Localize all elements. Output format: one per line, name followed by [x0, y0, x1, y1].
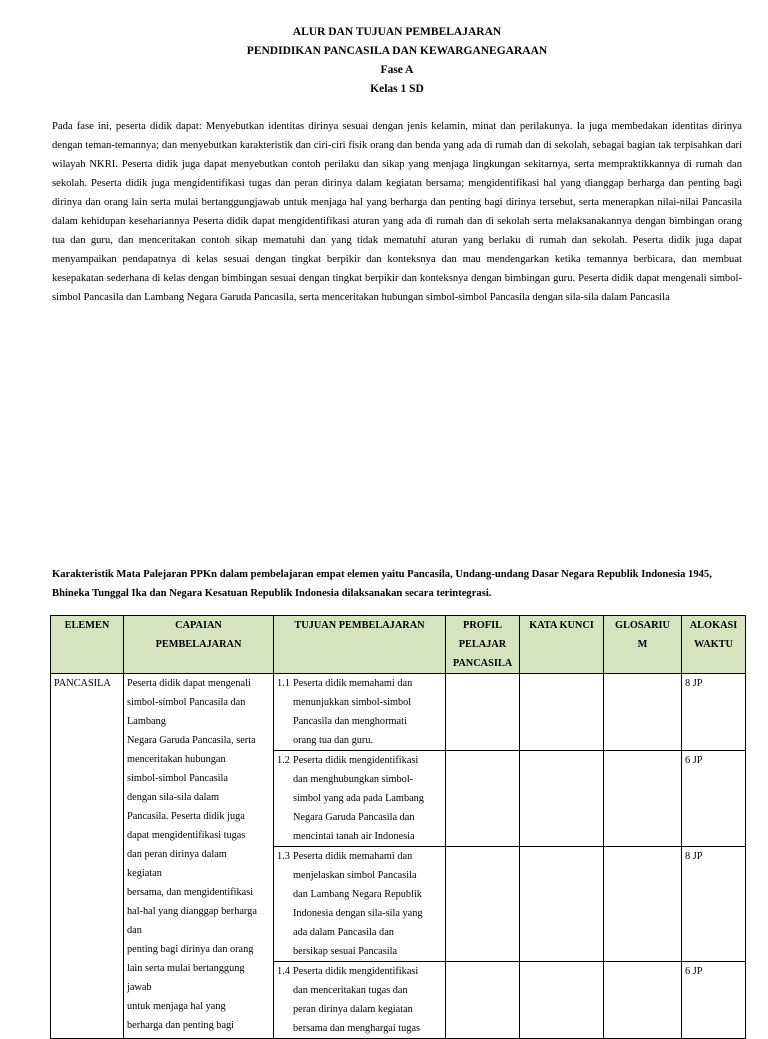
- karakteristik-paragraph: [52, 565, 742, 603]
- title-line-2: PENDIDIKAN PANCASILA DAN KEWARGANEGARAAN: [246, 45, 548, 57]
- alokasi-cell: 6 JP: [682, 962, 746, 1039]
- tujuan-cell-1-3: 1.3 Peserta didik memahami dan menjelaskan simbol Pancasila dan Lambang Negara Republik Indonesia dengan sila-sila yang ada dalam Pancasila dan bersikap sesuai Pancasila: [274, 847, 446, 962]
- kata-kunci-cell: [520, 962, 604, 1039]
- kata-kunci-cell: [520, 847, 604, 962]
- alokasi-cell: 6 JP: [682, 751, 746, 847]
- karakteristik-line-2: Bhineka Tunggal Ika dan Negara Kesatuan Republik Indonesia dilaksanakan secara terintegrasi.: [52, 588, 492, 599]
- table-row: [51, 674, 746, 751]
- glosarium-cell: [604, 674, 682, 751]
- intro-paragraph: Pada fase ini, peserta didik dapat: Menyebutkan identitas dirinya sesuai dengan jenis kelamin, minat dan perilakunya. Ia juga membedakan identitas dirinya dengan teman-temannya; dan menyebutkan karakteristik dan ciri-ciri fisik orang dan benda yang ada di rumah dan di sekolah, sebagai bagian tak terpisahkan dari wilayah NKRI. Peserta didik juga dapat menyebutkan contoh perilaku dan sikap yang menjaga lingkungan sekitarnya, serta mempraktikkannya di rumah dan sekolah. Peserta didik juga mengidentifikasi tugas dan peran dirinya dalam kegiatan bersama; mengidentifikasi hal yang dianggap berharga dan penting bagi dirinya dan orang lain serta mulai bertanggungjawab untuk menjaga hal yang berharga dan penting bagi dirinya tersebut, serta menerapkan nilai-nilai Pancasila dalam kehidupan kesehariannya Peserta didik dapat mengidentifikasi aturan yang ada di rumah dan di sekolah serta melaksanakannya dengan bimbingan orang tua dan guru, dan menceritakan contoh sikap mematuhi dan yang tidak mematuhi aturan yang berlaku di rumah dan sekolah. Peserta didik juga dapat menyampaikan pendapatnya di kelas sesuai dengan tingkat berpikir dan konteksnya dan mau mendengarkan ketika temannya berbicara, dan membuat kesepakatan sederhana di kelas dengan bimbingan sesuai dengan tingkat berpikir dan konteksnya dengan bimbingan guru. Peserta didik dapat mengenali simbol-simbol Pancasila dan Lambang Negara Garuda Pancasila, serta menceritakan hubungan simbol-simbol Pancasila dengan sila-sila dalam Pancasila: [52, 121, 742, 303]
- glosarium-cell: [604, 847, 682, 962]
- header-capaian: CAPAIAN PEMBELAJARAN: [124, 616, 274, 674]
- header-kata-kunci: KATA KUNCI: [520, 616, 604, 674]
- capaian-cell: Peserta didik dapat mengenali simbol-simbol Pancasila dan Lambang Negara Garuda Pancasila, serta menceritakan hubungan simbol-simbol Pancasila dengan sila-sila dalam Pancasila. Peserta didik juga dapat mengidentifikasi tugas dan peran dirinya dalam kegiatan bersama, dan mengidentifikasi hal-hal yang dianggap berharga dan penting bagi dirinya dan orang lain serta mulai bertanggung jawab untuk menjaga hal yang berharga dan penting bagi: [124, 674, 274, 1039]
- fase-label: Fase A: [380, 64, 414, 76]
- header-tujuan: TUJUAN PEMBELAJARAN: [274, 616, 446, 674]
- header-profil: PROFIL PELAJAR PANCASILA: [446, 616, 520, 674]
- header-elemen: ELEMEN: [51, 616, 124, 674]
- tujuan-cell-1-2: 1.2 Peserta didik mengidentifikasi dan menghubungkan simbol- simbol yang ada pada Lambang Negara Garuda Pancasila dan mencintai tanah air Indonesia: [274, 751, 446, 847]
- glosarium-cell: [604, 962, 682, 1039]
- profil-cell: [446, 962, 520, 1039]
- tujuan-cell-1-4: 1.4 Peserta didik mengidentifikasi dan menceritakan tugas dan peran dirinya dalam kegiatan bersama dan menghargai tugas: [274, 962, 446, 1039]
- profil-cell: [446, 674, 520, 751]
- header-alokasi: ALOKASI WAKTU: [682, 616, 746, 674]
- tujuan-cell-1-1: 1.1 Peserta didik memahami dan menunjukkan simbol-simbol Pancasila dan menghormati orang tua dan guru.: [274, 674, 446, 751]
- elemen-cell: PANCASILA: [51, 674, 124, 1039]
- kata-kunci-cell: [520, 674, 604, 751]
- kelas-label: Kelas 1 SD: [370, 83, 424, 95]
- title-line-1: ALUR DAN TUJUAN PEMBELAJARAN: [292, 26, 502, 38]
- alokasi-cell: 8 JP: [682, 847, 746, 962]
- learning-table: [50, 615, 746, 1039]
- table-header-row: [51, 616, 746, 674]
- document-header: [0, 23, 768, 99]
- kata-kunci-cell: [520, 751, 604, 847]
- profil-cell: [446, 751, 520, 847]
- header-glosarium: GLOSARIU M: [604, 616, 682, 674]
- profil-cell: [446, 847, 520, 962]
- glosarium-cell: [604, 751, 682, 847]
- karakteristik-line-1: Karakteristik Mata Palejaran PPKn dalam pembelajaran empat elemen yaitu Pancasila, Undang-undang Dasar Negara Republik Indonesia 1945,: [52, 569, 712, 580]
- alokasi-cell: 8 JP: [682, 674, 746, 751]
